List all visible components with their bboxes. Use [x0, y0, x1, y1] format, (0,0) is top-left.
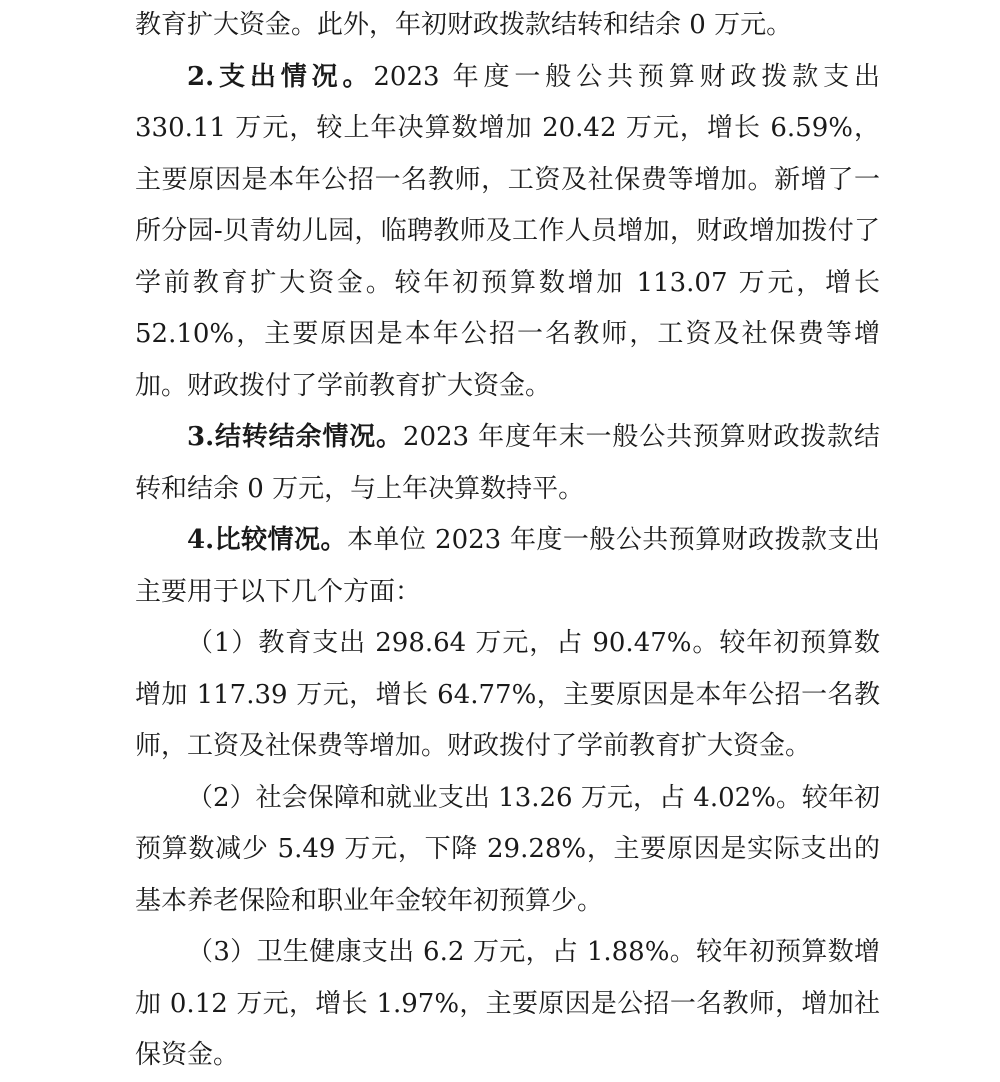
list-item-social-security — [135, 773, 880, 928]
paragraph-text: 2023 年度年末一般公共预算财政拨款结转和结余 0 万元，与上年决算数持平。 — [135, 422, 880, 504]
paragraph-text: 2023 年度一般公共预算财政拨款支出 330.11 万元，较上年决算数增加 20.42 万元，增长 6.59%，主要原因是本年公招一名教师，工资及社保费等增加。新增了一所分园-贝青幼儿园，临聘教师及工作人员增加，财政增加拨付了学前教育扩大资金。较年初预算数增加 113.07 万元，增长 52.10%，主要原因是本年公招一名教师，工资及社保费等增加。财政拨付了学前教育扩大资金。 — [135, 61, 880, 401]
paragraph-carryover — [135, 412, 880, 515]
paragraph-text: （3）卫生健康支出 6.2 万元，占 1.88%。较年初预算数增加 0.12 万元，增长 1.97%，主要原因是公招一名教师，增加社保资金。 — [135, 937, 880, 1070]
document-body — [135, 0, 880, 1082]
paragraph-continuation — [135, 0, 880, 52]
section-heading-comparison: 4.比较情况。 — [187, 525, 347, 555]
paragraph-text: （1）教育支出 298.64 万元，占 90.47%。较年初预算数增加 117.39 万元，增长 64.77%，主要原因是本年公招一名教师，工资及社保费等增加。财政拨付了学前教育扩大资金。 — [135, 628, 880, 761]
paragraph-comparison — [135, 515, 880, 618]
list-item-education — [135, 618, 880, 773]
paragraph-text: 本单位 2023 年度一般公共预算财政拨款支出主要用于以下几个方面： — [135, 525, 880, 607]
list-item-health — [135, 927, 880, 1082]
paragraph-text: 教育扩大资金。此外，年初财政拨款结转和结余 0 万元。 — [135, 10, 793, 40]
paragraph-text: （2）社会保障和就业支出 13.26 万元，占 4.02%。较年初预算数减少 5.49 万元，下降 29.28%，主要原因是实际支出的基本养老保险和职业年金较年初预算少。 — [135, 782, 880, 916]
paragraph-expenditure — [135, 52, 880, 413]
section-heading-carryover: 3.结转结余情况。 — [187, 422, 403, 452]
section-heading-expenditure: 2.支出情况。 — [187, 61, 374, 92]
